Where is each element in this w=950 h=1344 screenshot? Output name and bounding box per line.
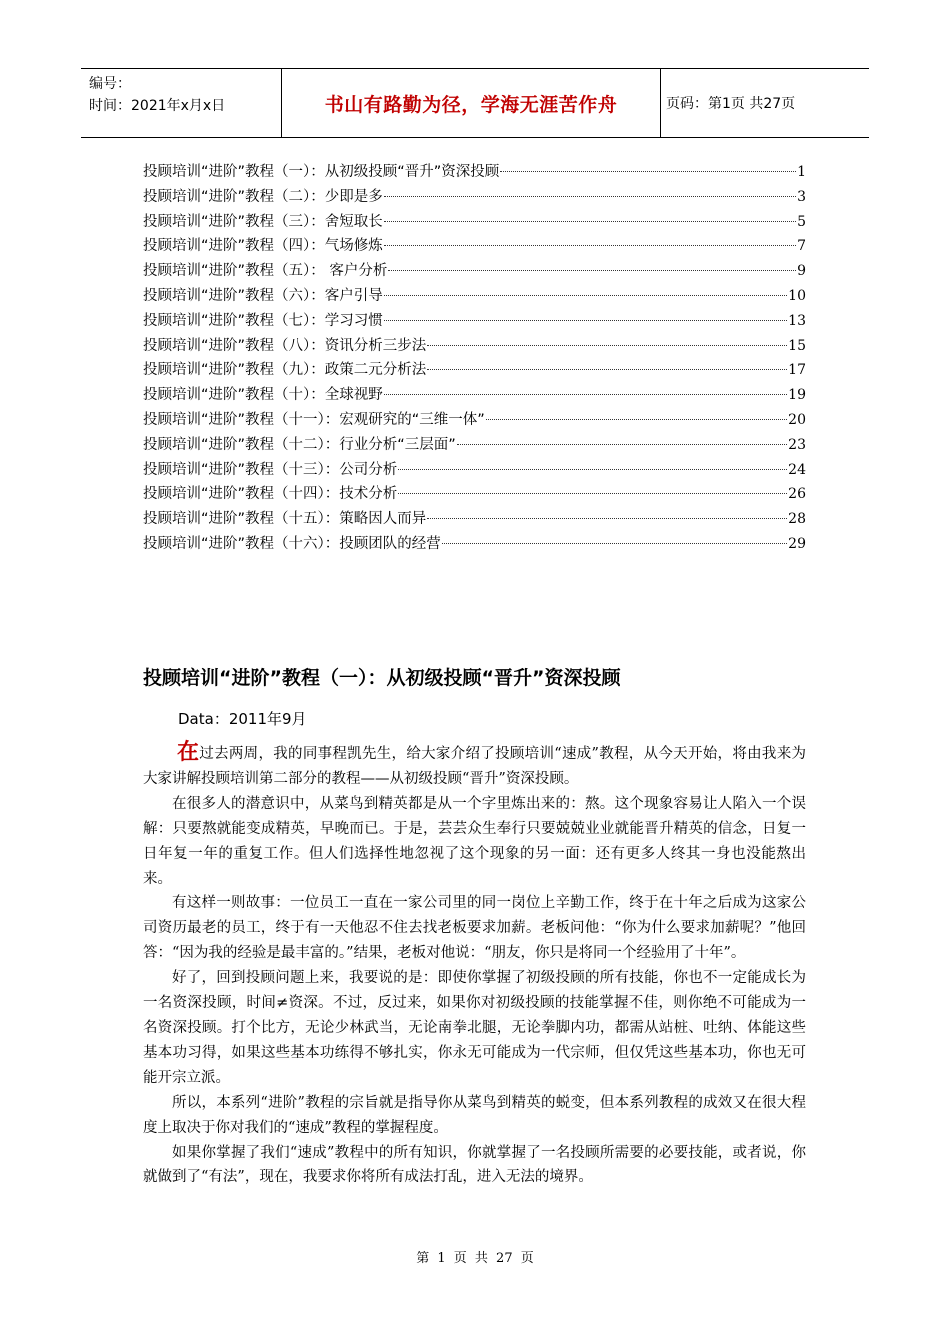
toc-entry-title: 投顾培训“进阶”教程（十三）：公司分析: [143, 461, 398, 478]
toc-entry-title: 投顾培训“进阶”教程（十二）：行业分析“三层面”: [143, 436, 456, 453]
toc-entry-title: 投顾培训“进阶”教程（十六）：投顾团队的经营: [143, 535, 441, 552]
toc-entry-page: 3: [797, 188, 806, 205]
toc-entry[interactable]: [143, 383, 806, 408]
toc-entry-page: 1: [797, 164, 806, 180]
toc-entry-title: 投顾培训“进阶”教程（四）：气场修炼: [143, 238, 383, 255]
article-paragraph: 在很多人的潜意识中，从菜鸟到精英都是从一个字里炼出来的：熬。这个现象容易让人陷入一个误解：只要熬就能变成精英，早晚而已。于是，芸芸众生奉行只要兢兢业业就能晋升精英的信念，日复一日年复一年的重复工作。但人们选择性地忽视了这个现象的另一面：还有更多人终其一身也没能熬出来。: [143, 795, 806, 887]
toc-entry-page: 29: [788, 535, 806, 552]
toc-leader-dots: [384, 245, 796, 246]
header-page-info: 页码：第1页 共27页: [666, 96, 796, 112]
table-of-contents: [143, 160, 806, 557]
toc-entry-title: 投顾培训“进阶”教程（三）：舍短取长: [143, 213, 383, 230]
header-motto: 书山有路勤为径，学海无涯苦作舟: [324, 93, 618, 116]
toc-entry-title: 投顾培训“进阶”教程（六）：客户引导: [143, 287, 383, 304]
toc-leader-dots: [388, 270, 796, 271]
toc-entry-page: 24: [788, 461, 806, 478]
toc-entry-page: 9: [797, 263, 806, 280]
toc-entry-page: 20: [788, 411, 806, 428]
toc-entry[interactable]: [143, 482, 806, 507]
toc-entry-title: 投顾培训“进阶”教程（十一）：宏观研究的“三维一体”: [143, 411, 485, 428]
header-page-cell: [660, 69, 869, 137]
toc-leader-dots: [384, 196, 796, 197]
toc-leader-dots: [500, 171, 796, 172]
toc-leader-dots: [442, 543, 787, 544]
article-paragraph: 有这样一则故事：一位员工一直在一家公司里的同一岗位上辛勤工作，终于在十年之后成为这家公司资历最老的员工，终于有一天他忍不住去找老板要求加薪。老板问他：“你为什么要求加薪呢？”他回答：“因为我的经验是最丰富的。”结果，老板对他说：“朋友，你只是将同一个经验用了十年”。: [143, 895, 806, 962]
paragraph-text: 过去两周，我的同事程凯先生，给大家介绍了投顾培训“速成”教程，从今天开始，将由我来为大家讲解投顾培训第二部分的教程——从初级投顾“晋升”资深投顾。: [143, 746, 806, 787]
toc-entry[interactable]: [143, 433, 806, 458]
toc-leader-dots: [427, 345, 787, 346]
doc-number-label: 编号：: [89, 76, 131, 92]
toc-leader-dots: [384, 394, 787, 395]
article-date: Data：2011年9月: [178, 710, 307, 728]
article-paragraph: 所以，本系列“进阶”教程的宗旨就是指导你从菜鸟到精英的蜕变，但本系列教程的成效又在很大程度上取决于你对我们的“速成”教程的掌握程度。: [143, 1094, 806, 1136]
toc-entry[interactable]: [143, 210, 806, 235]
toc-entry-page: 15: [788, 337, 806, 354]
toc-entry-title: 投顾培训“进阶”教程（一）：从初级投顾“晋升”资深投顾: [143, 164, 500, 180]
toc-entry[interactable]: [143, 284, 806, 309]
toc-entry-page: 5: [797, 213, 806, 230]
header-meta: [81, 69, 281, 137]
toc-entry-title: 投顾培训“进阶”教程（五）： 客户分析: [143, 263, 388, 280]
toc-entry-page: 23: [788, 436, 806, 453]
header-motto-cell: [281, 69, 661, 137]
toc-entry-title: 投顾培训“进阶”教程（十四）：技术分析: [143, 486, 398, 503]
article-title: 投顾培训“进阶”教程（一）：从初级投顾“晋升”资深投顾: [143, 667, 621, 689]
toc-leader-dots: [384, 295, 787, 296]
toc-entry-page: 13: [788, 312, 806, 329]
doc-time-label: 时间：2021年x月x日: [89, 98, 226, 114]
toc-entry[interactable]: [143, 160, 806, 185]
toc-entry-title: 投顾培训“进阶”教程（二）：少即是多: [143, 188, 383, 205]
article-body: [143, 740, 806, 1190]
toc-entry-page: 7: [797, 238, 806, 255]
article-paragraph: 好了，回到投顾问题上来，我要说的是：即使你掌握了初级投顾的所有技能，你也不一定能成长为一名资深投顾，时间≠资深。不过，反过来，如果你对初级投顾的技能掌握不佳，则你绝不可能成为一名资深投顾。打个比方，无论少林武当，无论南拳北腿，无论拳脚内功，都需从站桩、吐纳、体能这些基本功习得，如果这些基本功练得不够扎实，你永无可能成为一代宗师，但仅凭这些基本功，你也无可能开宗立派。: [143, 970, 806, 1086]
toc-entry[interactable]: [143, 507, 806, 532]
page-header: [81, 68, 869, 138]
toc-entry-title: 投顾培训“进阶”教程（十五）：策略因人而异: [143, 511, 427, 528]
toc-entry[interactable]: [143, 458, 806, 483]
page-footer: 第 1 页 共 27 页: [416, 1251, 534, 1266]
toc-entry[interactable]: [143, 234, 806, 259]
toc-entry-page: 28: [788, 511, 806, 528]
toc-leader-dots: [486, 419, 787, 420]
toc-entry[interactable]: [143, 408, 806, 433]
dropcap: 在: [177, 740, 200, 765]
article-paragraph: [143, 740, 806, 792]
toc-entry-title: 投顾培训“进阶”教程（七）：学习习惯: [143, 312, 383, 329]
toc-entry[interactable]: [143, 532, 806, 557]
toc-entry-title: 投顾培训“进阶”教程（八）：资讯分析三步法: [143, 337, 427, 354]
toc-leader-dots: [398, 493, 787, 494]
toc-entry-page: 10: [788, 287, 806, 304]
toc-entry-title: 投顾培训“进阶”教程（十）：全球视野: [143, 387, 383, 404]
toc-entry[interactable]: [143, 309, 806, 334]
toc-leader-dots: [457, 444, 787, 445]
toc-leader-dots: [427, 518, 787, 519]
toc-entry[interactable]: [143, 334, 806, 359]
toc-entry[interactable]: [143, 358, 806, 383]
article-paragraph: 如果你掌握了我们“速成”教程中的所有知识，你就掌握了一名投顾所需要的必要技能，或者说，你就做到了“有法”，现在，我要求你将所有成法打乱，进入无法的境界。: [143, 1144, 806, 1186]
toc-entry-title: 投顾培训“进阶”教程（九）：政策二元分析法: [143, 362, 427, 379]
toc-leader-dots: [398, 469, 787, 470]
toc-leader-dots: [384, 320, 787, 321]
toc-leader-dots: [384, 221, 796, 222]
toc-entry-page: 17: [788, 362, 806, 379]
toc-entry-page: 19: [788, 387, 806, 404]
toc-entry[interactable]: [143, 185, 806, 210]
toc-entry-page: 26: [788, 486, 806, 503]
toc-leader-dots: [427, 369, 787, 370]
toc-entry[interactable]: [143, 259, 806, 284]
